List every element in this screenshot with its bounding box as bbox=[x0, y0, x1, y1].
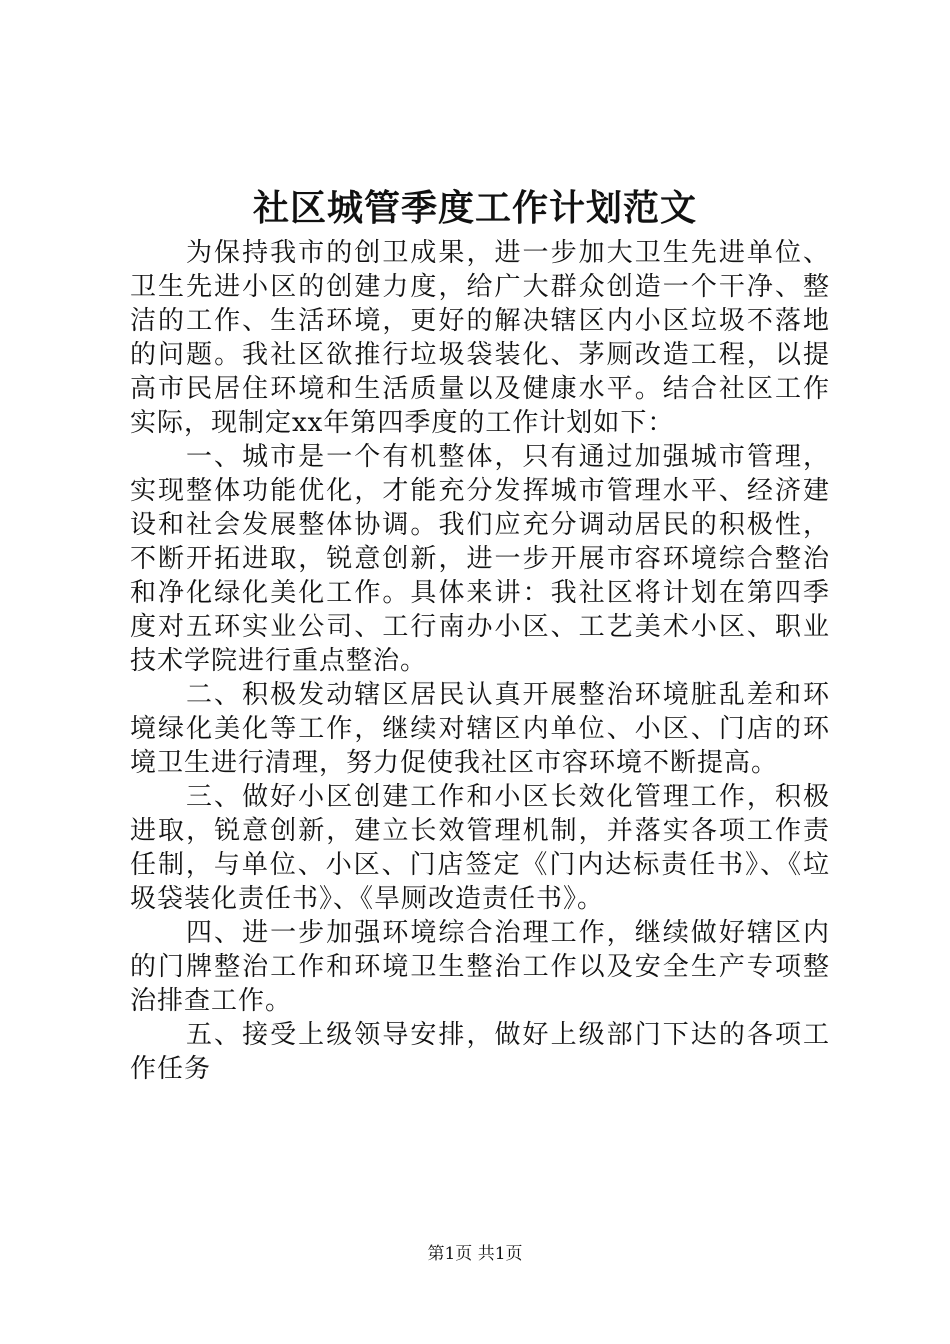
document-title: 社区城管季度工作计划范文 bbox=[252, 187, 697, 229]
paragraph-intro: 为保持我市的创卫成果，进一步加大卫生先进单位、卫生先进小区的创建力度，给广大群众创造一个干净、整洁的工作、生活环境，更好的解决辖区内小区垃圾不落地的问题。我社区欲推行垃圾袋装化、茅厕改造工程，以提高市民居住环境和生活质量以及健康水平。结合社区工作实际，现制定xx年第四季度的工作计划如下： bbox=[130, 238, 830, 438]
paragraph-item-3: 三、做好小区创建工作和小区长效化管理工作，积极进取，锐意创新，建立长效管理机制，并落实各项工作责任制，与单位、小区、门店签定《门内达标责任书》、《垃圾袋装化责任书》、《旱厕改造责任书》。 bbox=[130, 782, 830, 914]
paragraph-item-1: 一、城市是一个有机整体，只有通过加强城市管理，实现整体功能优化，才能充分发挥城市管理水平、经济建设和社会发展整体协调。我们应充分调动居民的积极性，不断开拓进取，锐意创新，进一步开展市容环境综合整治和净化绿化美化工作。具体来讲：我社区将计划在第四季度对五环实业公司、工行南办小区、工艺美术小区、职业技术学院进行重点整治。 bbox=[130, 442, 830, 676]
paragraph-item-2: 二、积极发动辖区居民认真开展整治环境脏乱差和环境绿化美化等工作，继续对辖区内单位、小区、门店的环境卫生进行清理，努力促使我社区市容环境不断提高。 bbox=[130, 680, 830, 778]
paragraph-item-4: 四、进一步加强环境综合治理工作，继续做好辖区内的门牌整治工作和环境卫生整治工作以及安全生产专项整治排查工作。 bbox=[130, 918, 830, 1016]
paragraph-item-5: 五、接受上级领导安排，做好上级部门下达的各项工作任务 bbox=[130, 1020, 830, 1084]
document-body bbox=[130, 236, 830, 1086]
page-footer: 第1页 共1页 bbox=[427, 1244, 523, 1264]
